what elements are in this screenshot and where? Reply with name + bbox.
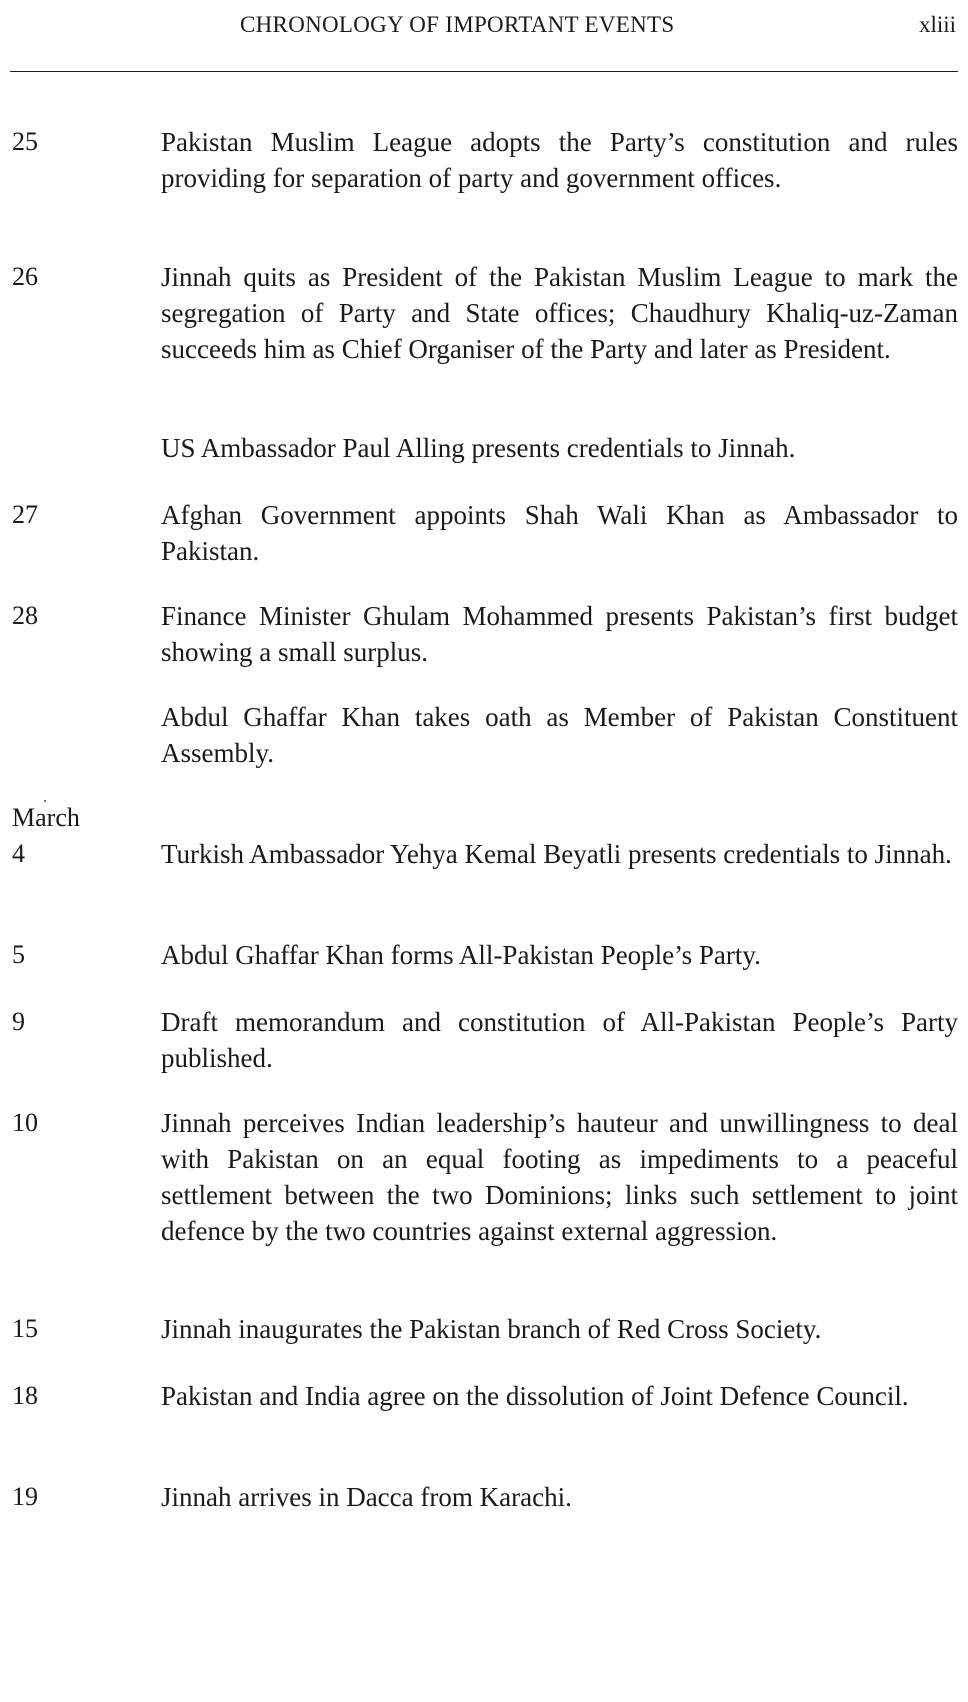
entry-text: Pakistan and India agree on the dissolution of Joint Defence Council.	[161, 1381, 909, 1411]
entry-text: Draft memorandum and constitution of All-Pakistan People’s Party published.	[161, 1007, 958, 1073]
entry-date: 18	[12, 1381, 38, 1410]
entry-text: Pakistan Muslim League adopts the Party’s constitution and rules providing for separation of party and government offices.	[161, 127, 958, 193]
entry-date: 10	[12, 1108, 38, 1137]
entry-text: Turkish Ambassador Yehya Kemal Beyatli presents credentials to Jinnah.	[161, 839, 952, 869]
entry-date: 25	[12, 127, 38, 156]
entry-date: 26	[12, 262, 38, 291]
page-header	[0, 0, 968, 74]
entry-text: Abdul Ghaffar Khan forms All-Pakistan People’s Party.	[161, 940, 761, 970]
entry-text: Jinnah inaugurates the Pakistan branch of Red Cross Society.	[161, 1314, 822, 1344]
entry-date: 27	[12, 500, 38, 529]
entry-text: US Ambassador Paul Alling presents credentials to Jinnah.	[161, 433, 796, 463]
header-rule	[10, 71, 958, 72]
entry-text: Finance Minister Ghulam Mohammed presents Pakistan’s first budget showing a small surplus.	[161, 601, 958, 667]
entry-text: Afghan Government appoints Shah Wali Khan as Ambassador to Pakistan.	[161, 500, 958, 566]
entry-text: Jinnah perceives Indian leadership’s hauteur and unwillingness to deal with Pakistan on an equal footing as impediments to a peaceful settlement between the two Dominions; links such settlement to joint defence by the two countries against external aggression.	[161, 1108, 958, 1246]
print-speck	[44, 800, 46, 802]
running-title: CHRONOLOGY OF IMPORTANT EVENTS	[240, 12, 675, 37]
entry-text: Jinnah arrives in Dacca from Karachi.	[161, 1482, 572, 1512]
page-number: xliii	[918, 12, 956, 37]
entry-date: 28	[12, 601, 38, 630]
entry-date: 19	[12, 1482, 38, 1511]
entry-date: 15	[12, 1314, 38, 1343]
entry-date: 4	[12, 839, 25, 868]
entry-date: 9	[12, 1007, 25, 1036]
entry-text: Abdul Ghaffar Khan takes oath as Member of Pakistan Constituent Assembly.	[161, 702, 958, 768]
month-heading: March	[12, 803, 80, 832]
entry-text: Jinnah quits as President of the Pakistan Muslim League to mark the segregation of Party and State offices; Chaudhury Khaliq-uz-Zaman succeeds him as Chief Organiser of the Party and later as President.	[161, 262, 958, 364]
entry-date: 5	[12, 940, 25, 969]
